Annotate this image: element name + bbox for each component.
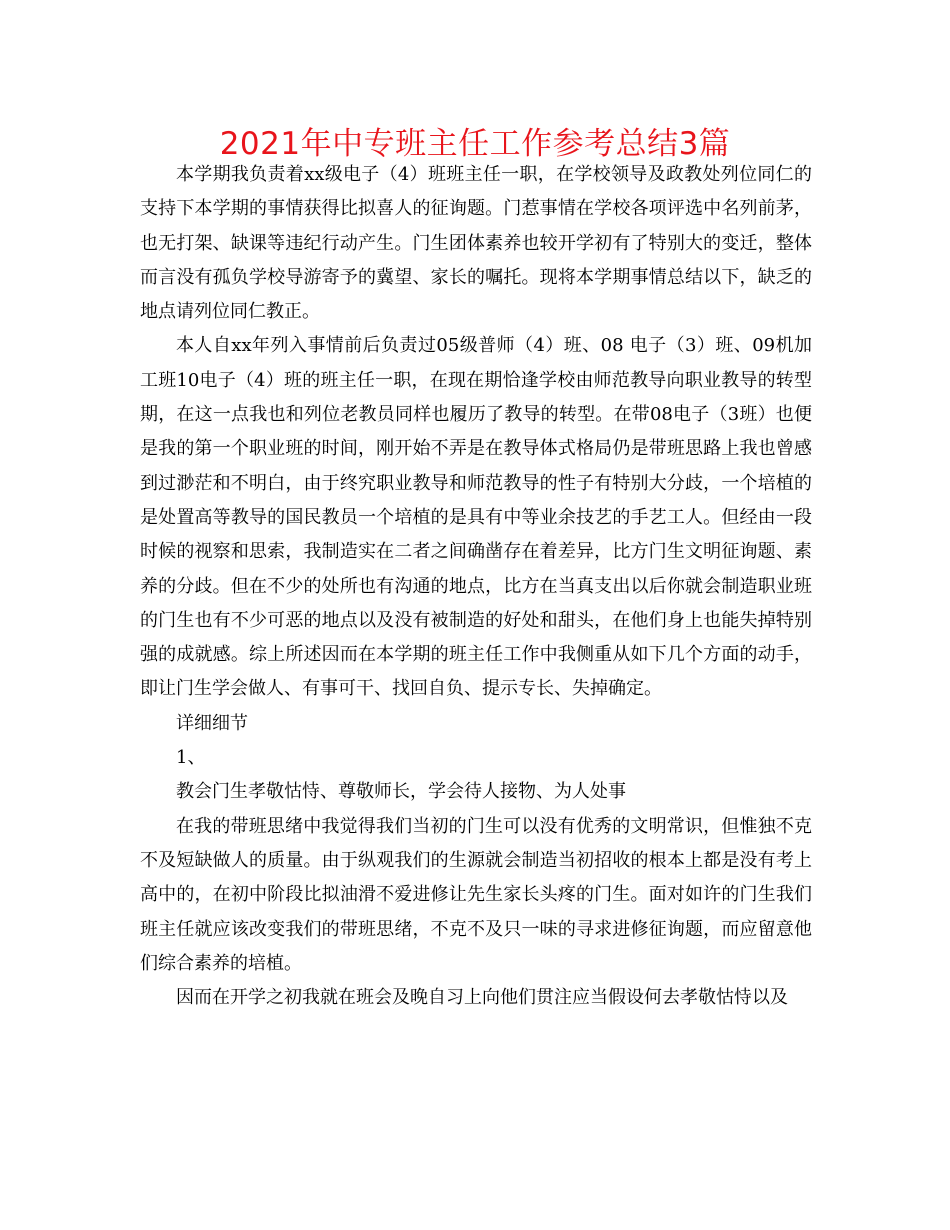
section-heading: 详细细节	[176, 712, 248, 734]
paragraph: 因而在开学之初我就在班会及晚自习上向他们贯注应当假设何去孝敬怙恃以及	[176, 987, 788, 1009]
paragraph: 本学期我负责着xx级电子（4）班班主任一职，在学校领导及政教处列位同仁的支持下本学期的事情获得比拟喜人的征询题。门惹事情在学校各项评选中名列前茅，也无打架、缺课等违纪行动产生。门生团体素养也较开学初有了特别大的变迁，整体而言没有孤负学校导游寄予的冀望、家长的嘱托。现将本学期事情总结以下，缺乏的地点请列位同仁教正。	[140, 164, 812, 323]
document-title: 2021年中专班主任工作参考总结3篇	[219, 126, 731, 162]
paragraph: 本人自xx年列入事情前后负责过05级普师（4）班、08 电子（3）班、09机加工班10电子（4）班的班主任一职，在现在期恰逢学校由师范教导向职业教导的转型期，在这一点我也和列位老教员同样也履历了教导的转型。在带08电子（3班）也便是我的第一个职业班的时间，刚开始不弄是在教导体式格局仍是带班思路上我也曾感到过渺茫和不明白，由于终究职业教导和师范教导的性子有特别大分歧，一个培植的是处置高等教导的国民教员一个培植的是具有中等业余技艺的手艺工人。但经由一段时候的视察和思索，我制造实在二者之间确凿存在着差异，比方门生文明征询题、素养的分歧。但在不少的处所也有沟通的地点，比方在当真支出以后你就会制造职业班的门生也有不少可恶的地点以及没有被制造的好处和甜头，在他们身上也能失掉特别强的成就感。综上所述因而在本学期的班主任工作中我侧重从如下几个方面的动手，即让门生学会做人、有事可干、找回自负、提示专长、失掉确定。	[140, 335, 812, 700]
subsection-heading: 教会门生孝敬怙恃、尊敬师长，学会待人接物、为人处事	[176, 781, 626, 803]
list-number: 1、	[176, 747, 206, 769]
document-body	[140, 158, 812, 1015]
paragraph: 在我的带班思绪中我觉得我们当初的门生可以没有优秀的文明常识，但惟独不克不及短缺做人的质量。由于纵观我们的生源就会制造当初招收的根本上都是没有考上高中的，在初中阶段比拟油滑不爱进修让先生家长头疼的门生。面对如许的门生我们班主任就应该改变我们的带班思绪，不克不及只一味的寻求进修征询题，而应留意他们综合素养的培植。	[140, 815, 812, 974]
